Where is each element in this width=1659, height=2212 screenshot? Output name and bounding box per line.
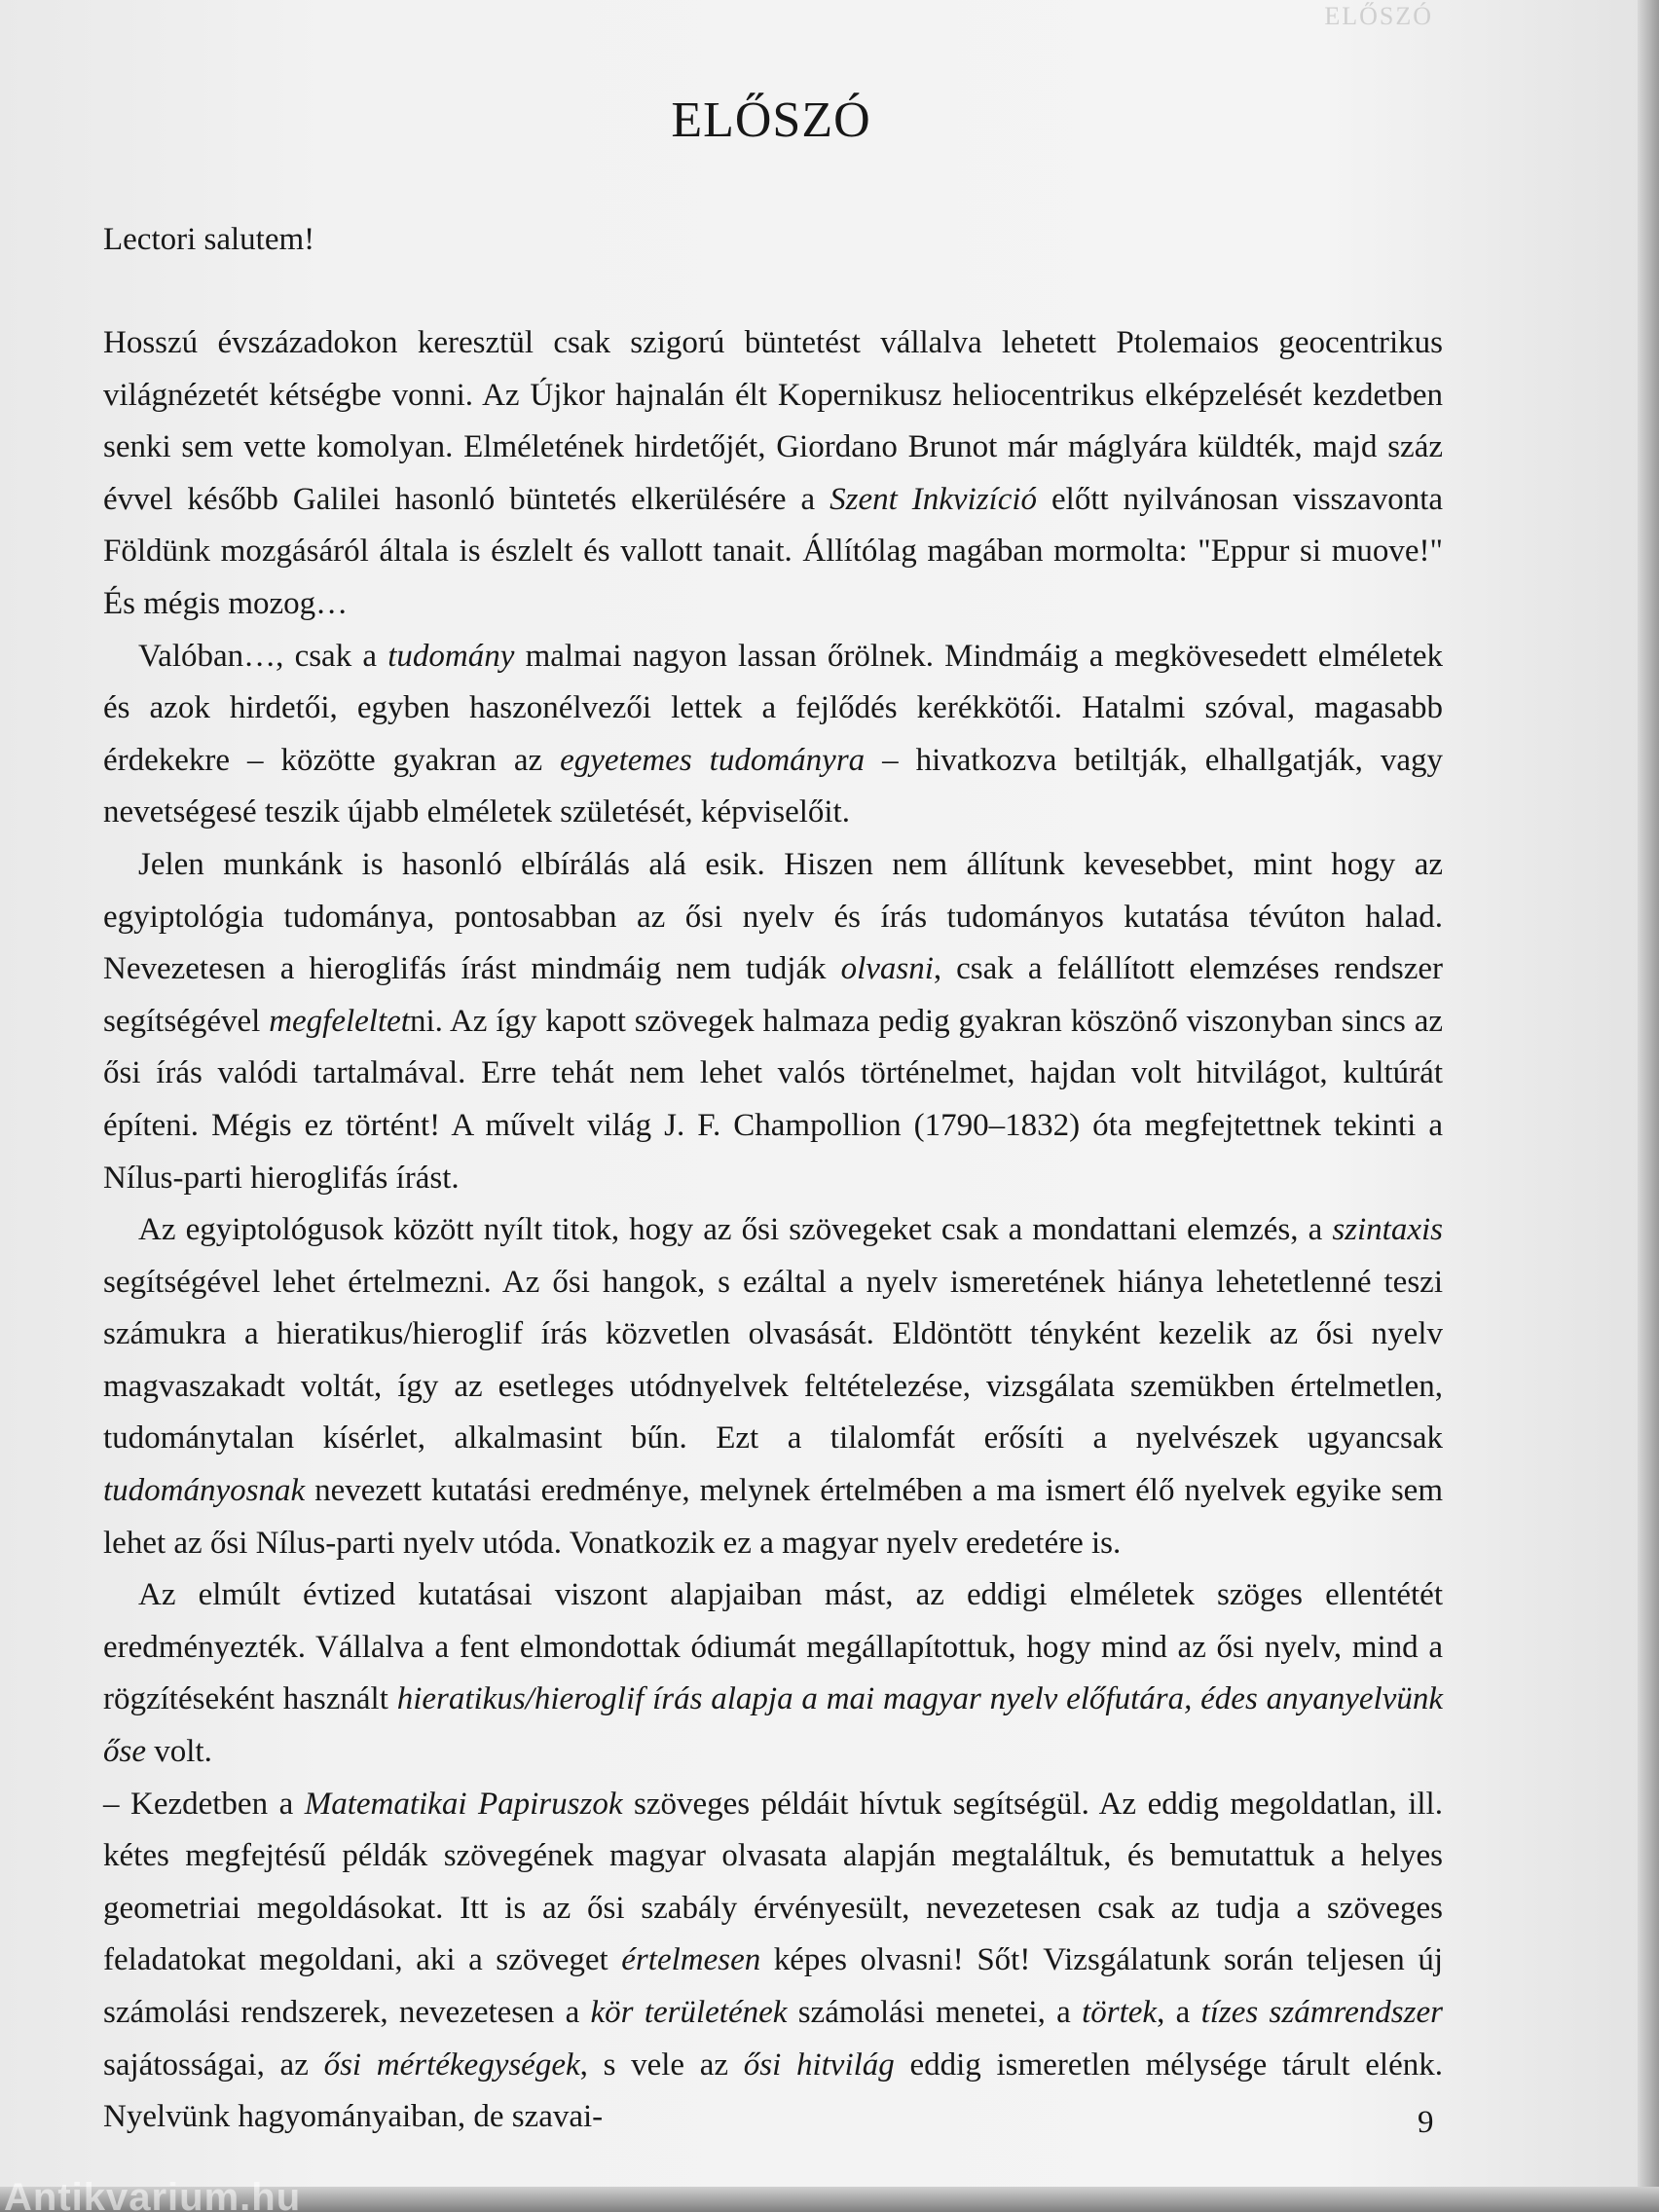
text-segment: volt. (146, 1734, 212, 1770)
paragraph (103, 1569, 1443, 1778)
text-segment: malmai nagyon lassan őrölnek. Mindmáig a megkövesedett elméletek és azok hirdetői, egyben haszonélvezői lettek a fejlődés kerékkötői. Hatalmi szóval, magasabb érdekekre – közötte gyakran az (103, 638, 1444, 778)
italic-text: megfeleltet (269, 1003, 410, 1039)
italic-text: ősi mértékegységek (323, 2046, 580, 2083)
italic-text: értelmesen (621, 1942, 761, 1978)
paragraph (103, 317, 1443, 631)
text-segment: eddig ismeretlen mélysége tárult elénk. Nyelvünk hagyományaiban, de szavai- (103, 2046, 1443, 2135)
text-segment: Jelen munkánk is hasonló elbírálás alá esik. Hiszen nem állítunk kevesebbet, mint hogy az egyiptológia tudománya, pontosabban az ősi nyelv és írás tudományos kutatása tévúton halad. Nevezetesen a hieroglifás írást mindmáig nem tudják (103, 846, 1443, 987)
watermark-logo: Antikvarium.hu (4, 2176, 302, 2212)
bleed-through-running-header: ELŐSZÓ (1324, 2, 1433, 30)
page-title: ELŐSZÓ (671, 92, 871, 148)
paragraph (103, 839, 1443, 1204)
text-segment: segítségével lehet értelmezni. Az ősi hangok, s ezáltal a nyelv ismeretének hiánya lehetetlenné teszi számukra a hieratikus/hieroglif írás közvetlen olvasását. Eldöntött tényként kezelik az ősi nyelv magvaszakadt voltát, így az esetleges utódnyelvek feltételezése, vizsgálata szemükben értelmetlen, tudománytalan kísérlet, alkalmasint bűn. Ezt a tilalomfát erősíti a nyelvészek ugyancsak (103, 1264, 1443, 1456)
text-segment: előtt nyilvánosan visszavonta Földünk mozgásáról általa is észlelt és vallott tanait. Állítólag magában mormolta: "Eppur si muove!" És mégis mozog… (103, 481, 1444, 621)
text-segment: , csak a felállított elemzéses rendszer segítségével (103, 951, 1443, 1039)
italic-text: hieratikus/hieroglif írás alapja a mai magyar nyelv előfutára, édes anyanyelvünk őse (103, 1681, 1444, 1770)
text-segment: Hosszú évszázadokon keresztül csak szigorú büntetést vállalva lehetett Ptolemaios geocentrikus világnézetét kétségbe vonni. Az Újkor hajnalán élt Kopernikusz heliocentrikus elképzelését kezdetben senki sem vette komolyan. Elméletének hirdetőjét, Giordano Brunot már máglyára küldték, majd száz évvel később Galilei hasonló büntetés elkerülésére a (103, 325, 1443, 517)
italic-text: tudomány (387, 638, 515, 674)
text-segment: Az elmúlt évtized kutatásai viszont alapjaiban mást, az eddigi elméletek szöges ellentétét eredményezték. Vállalva a fent elmondottak ódiumát megállapítottuk, hogy mind az ősi nyelv, mind a rögzítéseként használt (103, 1577, 1443, 1717)
text-segment: képes olvasni! Sőt! Vizsgálatunk során teljesen új számolási rendszerek, nevezetesen a (103, 1942, 1443, 2030)
paragraph (103, 1779, 1443, 2144)
paragraph (103, 1204, 1443, 1569)
greeting-line: Lectori salutem! (103, 222, 315, 257)
page-number: 9 (1418, 2105, 1434, 2140)
text-segment: nevezett kutatási eredménye, melynek értelmében a ma ismert élő nyelvek egyike sem lehet az ősi Nílus-parti nyelv utóda. Vonatkozik ez a magyar nyelv eredetére is. (103, 1473, 1443, 1561)
text-segment: – hivatkozva betiltják, elhallgatják, vagy nevetségesé teszik újabb elméletek születését, képviselőit. (103, 742, 1443, 830)
text-segment: Valóban…, csak a (138, 638, 388, 674)
italic-text: Szent Inkvizíció (830, 481, 1038, 517)
paragraph (103, 631, 1443, 839)
italic-text: törtek (1082, 1995, 1158, 2030)
italic-text: tízes számrendszer (1200, 1995, 1443, 2030)
italic-text: olvasni (840, 951, 934, 987)
body-text (103, 317, 1443, 2144)
italic-text: ősi hitvilág (743, 2046, 895, 2083)
text-segment: – Kezdetben a (103, 1786, 305, 1822)
page-right-edge-shadow (1638, 0, 1659, 2212)
italic-text: egyetemes tudományra (560, 742, 866, 778)
italic-text: tudományosnak (103, 1473, 306, 1509)
text-segment: ni. Az így kapott szövegek halmaza pedig gyakran köszönő viszonyban sincs az ősi írás valódi tartalmával. Erre tehát nem lehet valós történelmet, hajdan volt hitvilágot, kultúrát építeni. Mégis ez történt! A művelt világ J. F. Champollion (1790–1832) óta megfejtettnek tekinti a Nílus-parti hieroglifás írást. (103, 1003, 1444, 1196)
text-segment: számolási menetei, a (787, 1995, 1083, 2030)
text-segment: sajátosságai, az (103, 2046, 324, 2083)
italic-text: kör területének (590, 1995, 788, 2030)
text-segment: Az egyiptológusok között nyílt titok, hogy az ősi szövegeket csak a mondattani elemzés, a (138, 1212, 1333, 1248)
italic-text: Matematikai Papiruszok (304, 1786, 623, 1822)
text-segment: , a (1157, 1995, 1201, 2030)
text-segment: szöveges példáit hívtuk segítségül. Az eddig megoldatlan, ill. kétes megfejtésű példák szövegének magyar olvasata alapján megtaláltuk, és bemutattuk a helyes geometriai megoldásokat. Itt is az ősi szabály érvényesült, nevezetesen csak az tudja a szöveges feladatokat megoldani, aki a szöveget (103, 1786, 1443, 1978)
italic-text: szintaxis (1332, 1212, 1443, 1248)
text-segment: , s vele az (579, 2046, 744, 2083)
